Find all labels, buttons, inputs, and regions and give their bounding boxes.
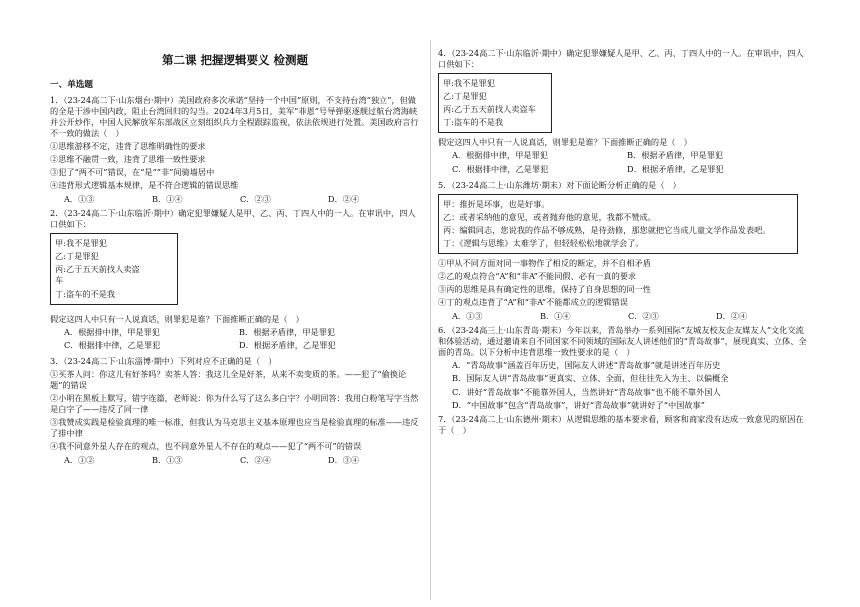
answer-options: [438, 311, 810, 322]
question-ask: 假定这四人中只有一人说真话，则罪犯是谁？下面推断正确的是（ ）: [438, 137, 692, 148]
question-3: [50, 356, 420, 467]
option-d: D．③④: [328, 455, 360, 466]
argument-line: 丙：编辑同志，您说我的作品不够成熟，是待劲修，那您就把它当成儿童文学作品发表吧。: [443, 224, 771, 235]
question-stem: 4．（23-24高二下·山东临沂·期中）确定犯罪嫌疑人是甲、乙、丙、丁四人中的一人。在审讯中，四人口供如下：: [438, 48, 804, 70]
statement: ③犯了“两不可”错误，在“是”“非”间骑墙居中: [50, 166, 215, 177]
left-column: [50, 80, 420, 466]
option-b: B．①③: [152, 455, 183, 466]
testimony-line: 车: [55, 275, 64, 286]
option-c: C．根据排中律，乙是罪犯: [452, 163, 549, 174]
testimony-line: 乙:丁是罪犯: [443, 91, 487, 102]
testimony-line: 甲:我不是罪犯: [55, 238, 107, 249]
testimony-line: 丁:盗车的不是我: [55, 288, 116, 299]
option-a: A．根据排中律，甲是罪犯: [64, 326, 160, 337]
statement: ③丙的思维是具有确定性的思维，保持了自身思想的同一性: [438, 284, 651, 294]
page-title: 第二课 把握逻辑要义 检测题: [161, 53, 308, 67]
answer-options: [50, 194, 420, 205]
testimony-line: 丙:乙于五天前找人卖盗: [55, 264, 140, 275]
testimony-line: 丁:盗车的不是我: [443, 117, 504, 128]
statement: ④我不同意外星人存在的观点，也不同意外星人不存在的观点——犯了“两不可”的错误: [50, 441, 362, 452]
option-d: D．根据矛盾律，乙是罪犯: [239, 339, 336, 350]
argument-line: 乙：或者采纳他的意见，或者抛弃他的意见，我都不赞成。: [443, 211, 656, 222]
option-d: D．②④: [716, 311, 748, 322]
option-d: D．“中国故事”包含“青岛故事”，讲好“青岛故事”就讲好了“中国故事”: [452, 399, 705, 410]
question-stem: 3．（23-24高二下·山东淄博·期中）下列对应不正确的是（ ）: [50, 355, 277, 366]
statement: ①思维游移不定，违背了思维明确性的要求: [50, 140, 206, 151]
argument-line: 丁：《逻辑与思维》太难学了，但轻轻松松地就学会了。: [443, 237, 644, 248]
question-6: [438, 325, 810, 410]
section-heading: 一、单选题: [50, 80, 93, 90]
option-a: A．根据排中律，甲是罪犯: [452, 150, 548, 161]
option-b: B．①④: [540, 311, 571, 322]
column-divider: [430, 40, 431, 600]
option-c: C．②③: [628, 311, 659, 322]
statement: ①甲从不同方面对同一事物作了相反的断定，并不自相矛盾: [438, 257, 651, 268]
statement: ④违背形式逻辑基本规律，是不符合逻辑的错误思维: [50, 180, 239, 191]
statement: ②小明在黑板上默写，错字连篇，老师说：你为什么写了这么多白字？小明回答：我用白粉笔写字当然是白字了——违反了同一律: [50, 392, 419, 415]
statement: ②思维不融贯一致，违背了思维一致性要求: [50, 153, 206, 164]
answer-options: [50, 327, 420, 353]
option-d: D．②④: [328, 194, 360, 205]
question-stem: 6．（23-24高三上·山东青岛·期末）今年以来，青岛举办一系列国际“友城友校友企友媒友人”文化交流和体验活动，通过邀请来自不同国家不同领域的国际友人讲述他们的“青岛故事”，展现真实、立体、全面的青岛。以下分析中违背思维一致性要求的是（ ）: [438, 325, 807, 358]
option-b: B．根据矛盾律，甲是罪犯: [239, 326, 336, 337]
testimony-line: 丙:乙于五天前找人卖盗车: [443, 104, 536, 115]
argument-line: 甲：推折是坏事，也是好事。: [443, 198, 550, 209]
right-column: [438, 48, 810, 436]
question-stem: 2．（23-24高二下·山东临沂·期中）确定犯罪嫌疑人是甲、乙、丙、丁四人中的一人。在审讯中，四人口供如下：: [50, 208, 416, 230]
argument-box: [438, 194, 798, 254]
question-4: [438, 48, 810, 177]
answer-options: [438, 150, 810, 176]
question-stem: 1．（23-24高二下·山东烟台·期中）美国政府多次承诺“坚持一个中国”原则，不支持台湾“独立”，但做的全是干涉中国内政，阻止台湾回归的勾当。2024年3月5日，美军“菲恩”号导弹驱逐舰过航台湾海峡并公开炒作，中国人民解放军东部战区立刻组织兵力全程跟踪监视，依法依规进行处置。美国政府言行不一致的做法（ ）: [50, 94, 419, 138]
question-5: [438, 180, 810, 323]
option-b: B．①④: [152, 194, 183, 205]
statement: ②乙的观点符合“A”和“非A”不能同假、必有一真的要求: [438, 270, 637, 281]
option-a: A．①②: [64, 455, 95, 466]
statement: ③我赞成实践是检验真理的唯一标准，但我认为马克思主义基本原理也应当是检验真理的标准——违反了排中律: [50, 417, 419, 439]
question-ask: 假定这四人中只有一人说真话，则罪犯是谁？下面推断正确的是（ ）: [50, 313, 304, 324]
question-stem: 7．（23-24高二上·山东德州·期末）从逻辑思维的基本要求看，顾客和商家没有达成一致意见的原因在于（ ）: [438, 413, 804, 435]
testimony-box: [438, 73, 552, 133]
statement: ④丁的观点违背了“A”和“非A”不能都成立的逻辑错误: [438, 297, 628, 308]
option-c: C．讲好“青岛故事”不能靠外国人，当然讲好“青岛故事”也不能不靠外国人: [452, 386, 721, 397]
question-7: [438, 414, 810, 436]
statement: ①买茶人问：你这儿有好茶吗？卖茶人答：我这儿全是好茶，从来不卖变质的茶。——犯了“偷换论题”的错误: [50, 368, 407, 390]
option-d: D．根据矛盾律，乙是罪犯: [627, 163, 724, 174]
testimony-line: 乙:丁是罪犯: [55, 251, 99, 262]
testimony-line: 甲:我不是罪犯: [443, 78, 495, 89]
option-a: A．“青岛故事”涵盖百年历史，国际友人讲述“青岛故事”就是讲述百年历史: [452, 360, 721, 371]
option-c: C．②③: [240, 194, 271, 205]
question-stem: 5．（23-24高二上·山东潍坊·期末）对下面论断分析正确的是（ ）: [438, 179, 681, 190]
option-a: A．①③: [452, 311, 483, 322]
answer-options: [50, 455, 420, 466]
option-c: C．根据排中律，乙是罪犯: [64, 339, 161, 350]
option-b: B．国际友人讲“青岛故事”更真实、立体、全面，但往往先入为主、以偏概全: [452, 373, 729, 384]
option-b: B．根据矛盾律，甲是罪犯: [627, 150, 724, 161]
option-c: C．②④: [240, 455, 271, 466]
question-2: [50, 208, 420, 353]
testimony-box: [50, 233, 178, 304]
option-a: A．①③: [64, 194, 95, 205]
question-1: [50, 95, 420, 206]
